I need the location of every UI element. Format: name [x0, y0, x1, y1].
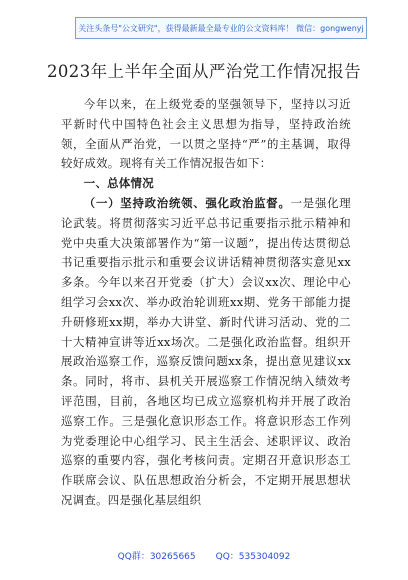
page-footer [0, 549, 408, 562]
subsection-paragraph [61, 194, 351, 511]
intro-paragraph: 今年以来，在上级党委的坚强领导下，坚持以习近平新时代中国特色社会主义思想为指导，坚持政治统领，全面从严治党，一以贯之坚持“严”的主基调，取得较好成效。现将有关工作情况报告如下： [61, 97, 351, 171]
subsection-body: 一是强化理论武装。将贯彻落实习近平总书记重要指示批示精神和党中央重大决策部署作为“第一议题”，提出传达贯彻总书记重要指示批示和重要会议讲话精神贯彻落实意见xx多条。今年以来召开党委（扩大）会议xx次、理论中心组学习会xx次、举办政治轮训班xx期、党务干部能力提升研修班xx期，举办大讲堂、新时代讲习活动、党的二十大精神宣讲等近xx场次。二是强化政治监督。组织开展政治巡察工作，巡察反馈问题xx条，提出意见建议xx条。同时，将市、县机关开展巡察工作情况纳入绩效考评范围，目前，各地区均已成立巡察机构并开展了政治巡察工作。三是强化意识形态工作。将意识形态工作列为党委理论中心组学习、民主生活会、述职评议、政治巡察的重要内容，强化考核问责。定期召开意识形态工作联席会议、队伍思想政治分析会，不定期开展思想状况调查。四是强化基层组织 [61, 195, 351, 507]
section-heading: 一、总体情况 [83, 176, 154, 191]
page-title: 2023年上半年全面从严治党工作情况报告 [47, 62, 361, 81]
subsection-heading: （一）坚持政治统领、强化政治监督。 [83, 195, 291, 210]
document-body [61, 95, 351, 511]
header-banner: 关注头条号"公文研究"，获得最新最全最专业的公文资料库！ 微信：gongwenyj [75, 17, 367, 39]
footer-qq: QQ：535304092 [215, 552, 291, 562]
footer-qq-group: QQ群：30265665 [117, 552, 196, 562]
